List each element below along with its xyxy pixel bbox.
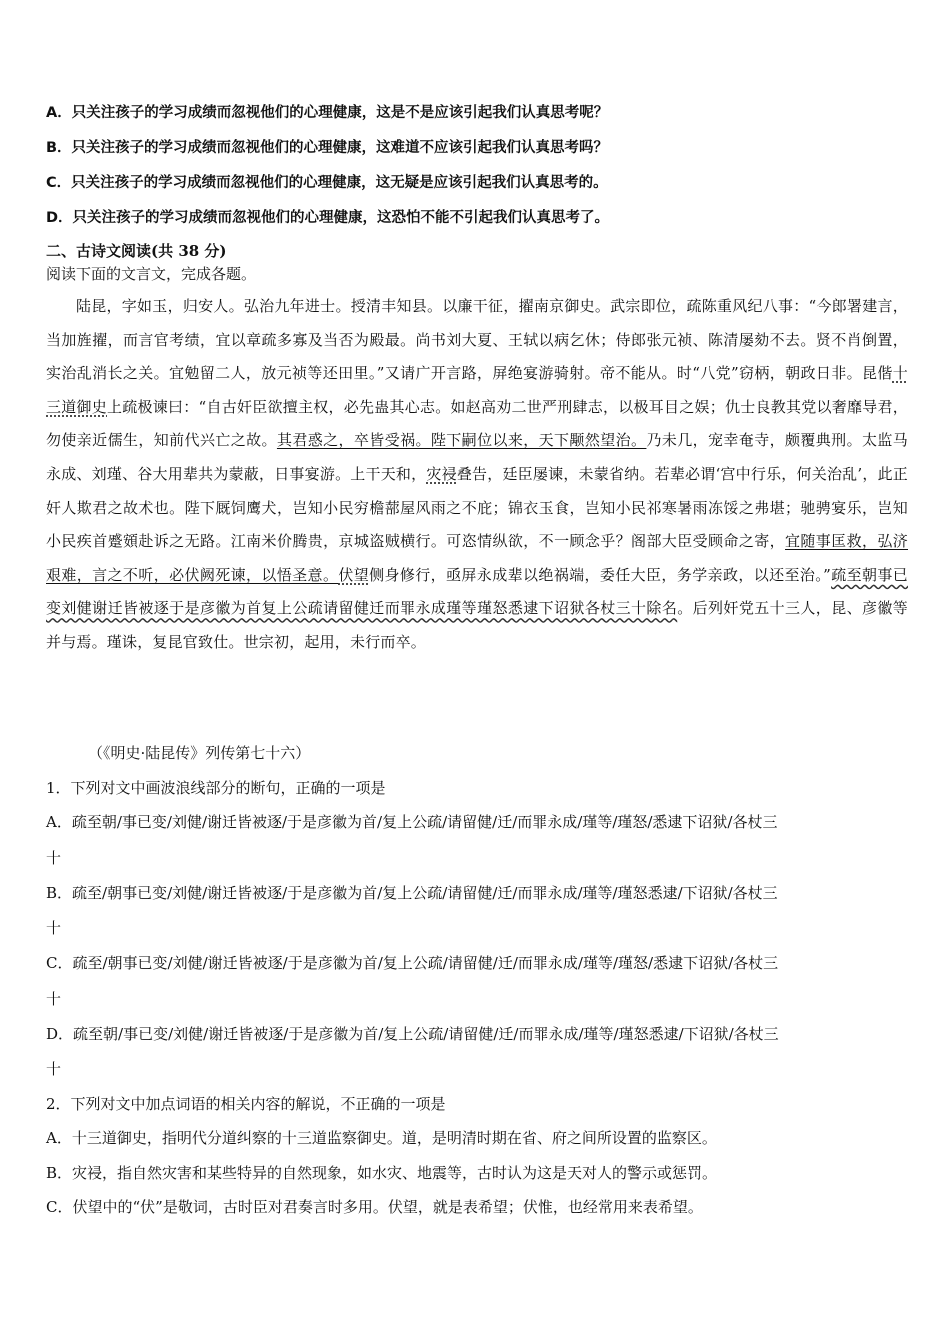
passage-seg: 乃未几，宠幸奄寺，颇覆典刑。太监马永成、刘瑾、谷大用辈共为蒙蔽，日事宴游。上干天和， <box>46 431 908 483</box>
underlined-sentence-2: 宜随事匡救，弘济艰难，言之不听，必伏阙死谏，以悟圣意。 <box>46 532 908 584</box>
section-title: 二、古诗文阅读(共 38 分) <box>46 242 227 260</box>
question2-stem: 2．下列对文中加点词语的相关内容的解说，不正确的一项是 <box>46 1095 446 1113</box>
prev-option-c[interactable]: C．只关注孩子的学习成绩而忽视他们的心理健康，这无疑是应该引起我们认真思考的。 <box>46 175 608 191</box>
q1-option-c[interactable]: C．疏至/朝事已变/刘健/谢迁皆被逐/于是彦徽为首/复上公疏/请留健/迁/而罪永成/瑾等/瑾怒/悉逮下诏狱/各杖三 <box>46 954 779 972</box>
classical-passage <box>46 290 908 660</box>
prev-option-d[interactable]: D．只关注孩子的学习成绩而忽视他们的心理健康，这恐怕不能不引起我们认真思考了。 <box>46 210 610 226</box>
q1-option-b[interactable]: B．疏至/朝事已变/刘健/谢迁皆被逐/于是彦徽为首/复上公疏/请留健/迁/而罪永成/瑾等/瑾怒悉逮/下诏狱/各杖三 <box>46 884 778 902</box>
prev-option-b[interactable]: B．只关注孩子的学习成绩而忽视他们的心理健康，这难道不应该引起我们认真思考吗？ <box>46 140 609 156</box>
q1-option-d[interactable]: D．疏至朝/事已变/刘健/谢迁皆被逐/于是彦徽为首/复上公疏/请留健/迁/而罪永成/瑾等/瑾怒悉逮/下诏狱/各杖三 <box>46 1025 779 1043</box>
q1-option-a-cont[interactable]: 十 <box>46 849 62 867</box>
passage-source: （《明史·陆昆传》列传第七十六） <box>88 744 311 762</box>
q1-option-c-cont[interactable]: 十 <box>46 990 62 1008</box>
question1-stem: 1．下列对文中画波浪线部分的断句，正确的一项是 <box>46 779 386 797</box>
passage-seg: 侧身修行，亟屏永成辈以绝祸端，委任大臣，务学亲政，以还至治。” <box>369 565 832 584</box>
dotted-term-shisandao: 十三道御史 <box>46 364 908 416</box>
instruction: 阅读下面的文言文，完成各题。 <box>46 265 257 283</box>
q2-option-a[interactable]: A．十三道御史，指明代分道纠察的十三道监察御史。道，是明清时期在省、府之间所设置的监察区。 <box>46 1129 717 1147</box>
passage-seg: 陆昆，字如玉，归安人。弘治九年进士。授清丰知县。以廉干征，擢南京御史。武宗即位，疏陈重风纪八事：“今郎署建言，当加旌擢，而言官考绩，宜以章疏多寡及当否为殿最。尚书刘大夏、王轼以病乞休；侍郎张元祯、陈清屡劾不去。贤不肖倒置，实治乱消长之关。宜勉留二人，放元祯等还田里。”又请广开言路，屏绝宴游骑射。帝不能从。时“八党”窃柄，朝政日非。昆偕 <box>46 297 908 383</box>
q2-option-c[interactable]: C．伏望中的“伏”是敬词，古时臣对君奏言时多用。伏望，就是表希望；伏惟，也经常用来表希望。 <box>46 1198 703 1216</box>
q1-option-b-cont[interactable]: 十 <box>46 919 62 937</box>
dotted-term-fuwang: 伏望 <box>338 565 370 584</box>
underlined-sentence-1: 其君惑之，卒皆受祸。陛下嗣位以来，天下颙然望治。 <box>276 431 647 450</box>
q1-option-a[interactable]: A．疏至朝/事已变/刘健/谢迁皆被逐/于是彦徽为首/复上公疏/请留健/迁/而罪永成/瑾等/瑾怒/悉逮下诏狱/各杖三 <box>46 813 778 831</box>
passage-seg: 叠告，廷臣屡谏，未蒙省纳。若辈必谓‘宫中行乐，何关治乱’，此正奸人欺君之故术也。陛下厩饲鹰犬，岂知小民穷檐蔀屋风雨之不庇；锦衣玉食，岂知小民祁寒暑雨冻馁之弗堪；驰骋宴乐，岂知小民疾首蹙頞赴诉之无路。江南米价腾贵，京城盗贼横行。可恣情纵欲，不一顾念乎？阁部大臣受顾命之寄， <box>46 464 908 551</box>
passage-seg: 上疏极谏曰：“自古奸臣欲擅主权，必先蛊其心志。如赵高劝二世严刑肆志，以极耳目之娱；仇士良教其党以奢靡导君，勿使亲近儒生，知前代兴亡之故。 <box>46 397 908 450</box>
wavy-underlined-passage: 疏至朝事已变刘健谢迁皆被逐于是彦徽为首复上公疏请留健迁而罪永成瑾等瑾怒悉逮下诏狱各杖三十除名 <box>46 565 908 618</box>
q2-option-b[interactable]: B．灾祲，指自然灾害和某些特异的自然现象，如水灾、地震等，古时认为这是天对人的警示或惩罚。 <box>46 1164 718 1182</box>
dotted-term-zaijin: 灾祲 <box>426 464 457 483</box>
passage-seg: 。后列奸党五十三人，昆、彦徽等并与焉。瑾诛，复昆官致仕。世宗初，起用，未行而卒。 <box>46 599 908 651</box>
q1-option-d-cont[interactable]: 十 <box>46 1060 62 1078</box>
prev-option-a[interactable]: A．只关注孩子的学习成绩而忽视他们的心理健康，这是不是应该引起我们认真思考呢？ <box>46 105 609 121</box>
